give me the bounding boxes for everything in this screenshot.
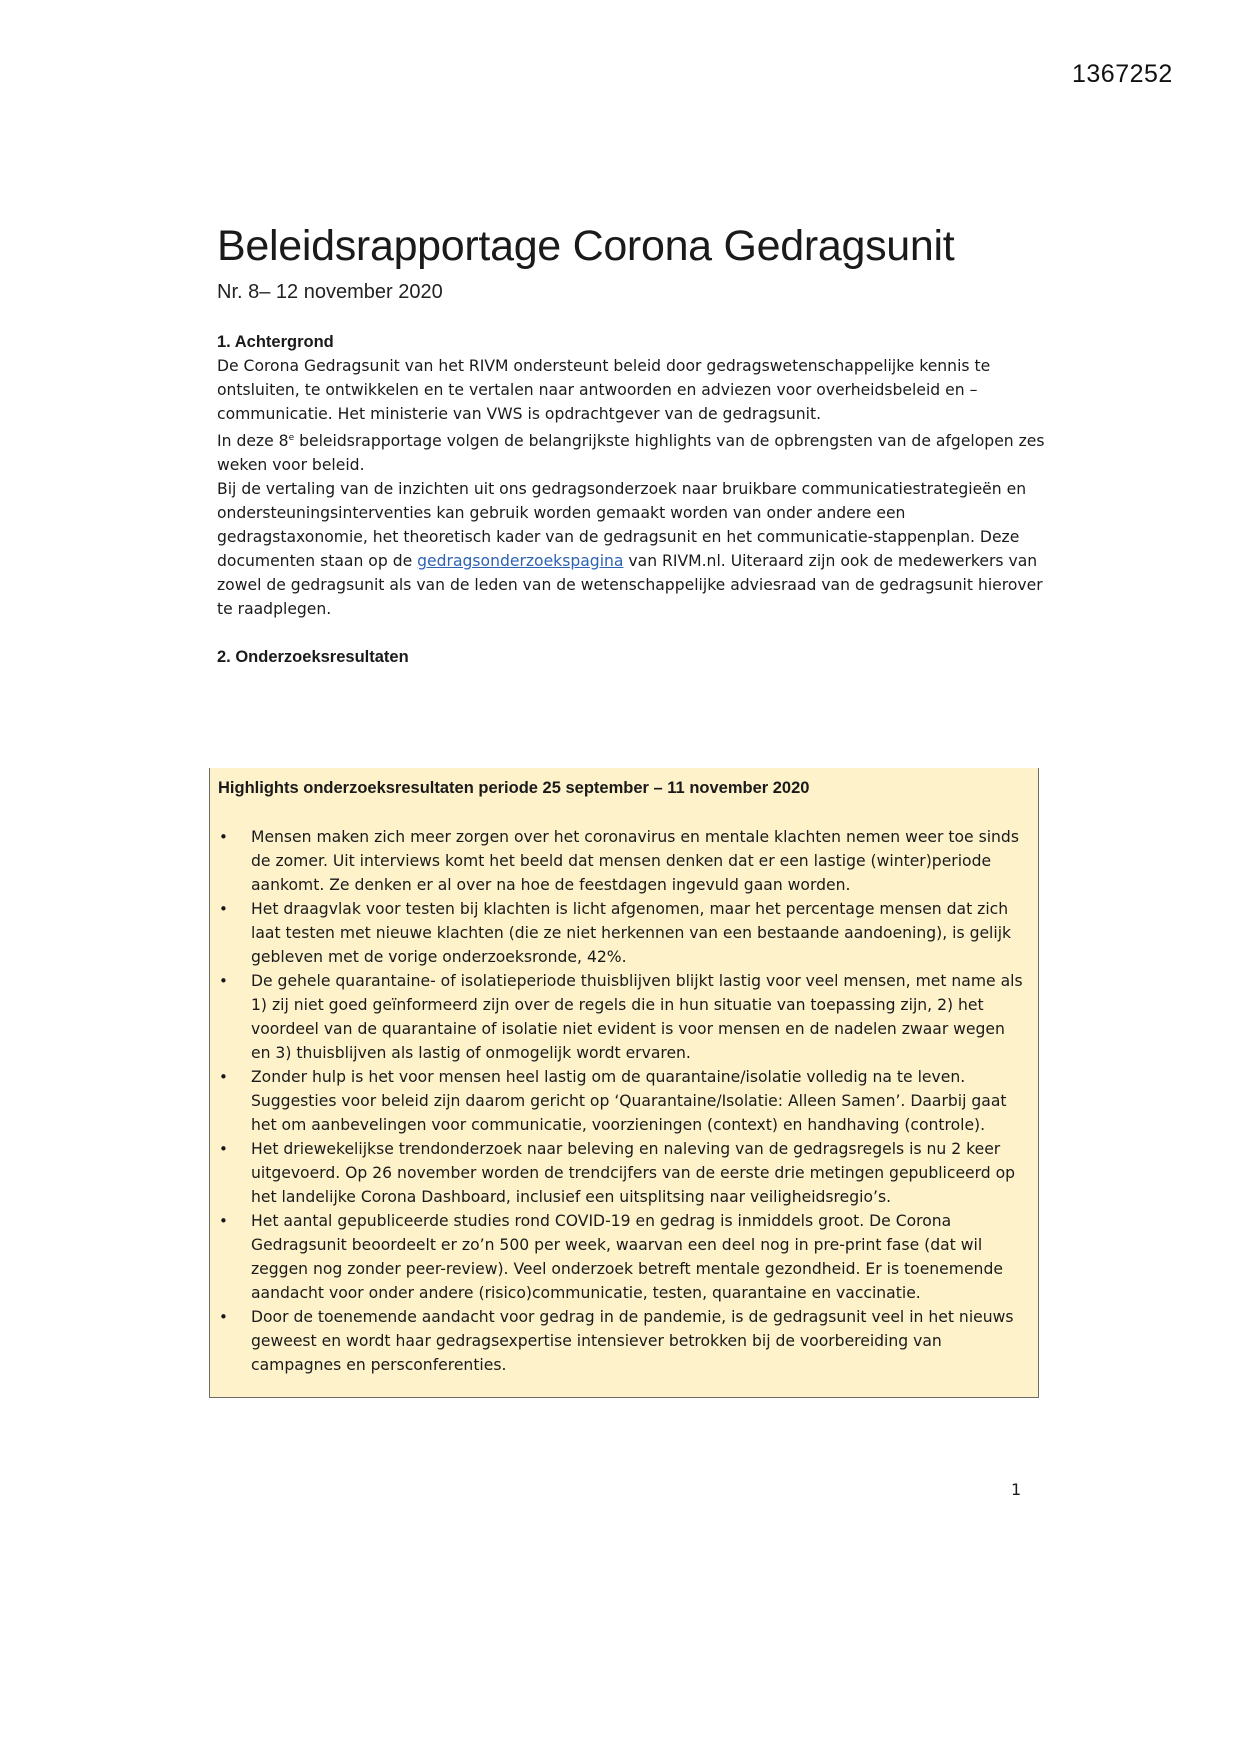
list-item [218, 969, 1028, 1065]
ordinal-superscript: e [288, 433, 295, 443]
list-item [218, 1209, 1028, 1305]
list-item-text: Het aantal gepubliceerde studies rond COVID-19 en gedrag is inmiddels groot. De Corona Gedragsunit beoordeelt er zo’n 500 per week, waarvan een deel nog in pre-print fase (dat wil zeggen nog zonder peer-review). Veel onderzoek betreft mentale gezondheid. Er is toenemende aandacht voor onder andere (risico)communicatie, testen, quarantaine en vaccinatie. [251, 1212, 1003, 1302]
list-item-text: Het driewekelijkse trendonderzoek naar beleving en naleving van de gedragsregels is nu 2 keer uitgevoerd. Op 26 november worden de trendcijfers van de eerste drie metingen gepubliceerd op het landelijke Corona Dashboard, inclusief een uitsplitsing naar veiligheidsregio’s. [251, 1140, 1016, 1206]
bullet-icon: • [219, 1308, 228, 1326]
paragraph-intro: De Corona Gedragsunit van het RIVM ondersteunt beleid door gedragswetenschappelijke kennis te ontsluiten, te ontwikkelen en te vertalen naar antwoorden en adviezen voor overheidsbeleid en –communicatie. Het ministerie van VWS is opdrachtgever van de gedragsunit. [217, 357, 991, 423]
section-heading-achtergrond: 1. Achtergrond [217, 333, 334, 351]
list-item-text: Het draagvlak voor testen bij klachten is licht afgenomen, maar het percentage mensen dat zich laat testen met nieuwe klachten (die ze niet herkennen van een bestaande aandoening), is gelijk gebleven met de vorige onderzoeksronde, 42%. [251, 900, 1012, 966]
page-title: Beleidsrapportage Corona Gedragsunit [217, 222, 955, 270]
paragraph-resources-end: van RIVM.nl. Uiteraard zijn ook de medewerkers van zowel de gedragsunit als van de leden van de wetenschappelijke adviesraad van de gedragsunit hierover te raadplegen. [217, 552, 1043, 618]
bullet-icon: • [219, 1212, 228, 1230]
highlights-title: Highlights onderzoeksresultaten periode 25 september – 11 november 2020 [218, 779, 810, 797]
paragraph-resources [217, 477, 1047, 621]
list-item-text: Door de toenemende aandacht voor gedrag in de pandemie, is de gedragsunit veel in het nieuws geweest en wordt haar gedragsexpertise intensiever betrokken bij de voorbereiding van campagnes en persconferenties. [251, 1308, 1014, 1374]
paragraph-resources-start: Bij de vertaling van de inzichten uit ons gedragsonderzoek naar bruikbare communicatiestrategieën en ondersteuningsinterventies kan gebruik worden gemaakt worden van onder andere een gedragstaxonomie, het theoretisch kader van de gedragsunit en het communicatie-stappenplan. Deze documenten staan op de [217, 480, 1027, 570]
highlights-box [209, 768, 1039, 1398]
report-number-date: Nr. 8– 12 november 2020 [217, 281, 443, 303]
paragraph-report-edition [217, 426, 1047, 477]
highlights-list [218, 825, 1028, 1377]
list-item [218, 1305, 1028, 1377]
bullet-icon: • [219, 900, 228, 918]
list-item [218, 825, 1028, 897]
list-item-text: Zonder hulp is het voor mensen heel lastig om de quarantaine/isolatie volledig na te leven. Suggesties voor beleid zijn daarom gericht op ‘Quarantaine/Isolatie: Alleen Samen’. Daarbij gaat het om aanbevelingen voor communicatie, voorzieningen (context) en handhaving (controle). [251, 1068, 1007, 1134]
bullet-icon: • [219, 1140, 228, 1158]
bullet-icon: • [219, 972, 228, 990]
gedragsonderzoekspagina-link[interactable]: gedragsonderzoekspagina [417, 552, 624, 570]
bullet-icon: • [219, 828, 228, 846]
list-item-text: Mensen maken zich meer zorgen over het coronavirus en mentale klachten nemen weer toe sinds de zomer. Uit interviews komt het beeld dat mensen denken dat er een lastige (winter)periode aankomt. Ze denken er al over na hoe de feestdagen ingevuld gaan worden. [251, 828, 1019, 894]
list-item [218, 1065, 1028, 1137]
paragraph-report-edition-start: In deze 8 [217, 432, 289, 450]
bullet-icon: • [219, 1068, 228, 1086]
page-number: 1 [1011, 1480, 1022, 1499]
list-item-text: De gehele quarantaine- of isolatieperiode thuisblijven blijkt lastig voor veel mensen, met name als 1) zij niet goed geïnformeerd zijn over de regels die in hun situatie van toepassing zijn, 2) het voordeel van de quarantaine of isolatie niet evident is voor mensen en de nadelen zwaar wegen en 3) thuisblijven als lastig of onmogelijk wordt ervaren. [251, 972, 1023, 1062]
list-item [218, 897, 1028, 969]
paragraph-report-edition-end: beleidsrapportage volgen de belangrijkste highlights van de opbrengsten van de afgelopen zes weken voor beleid. [217, 432, 1045, 474]
document-body [217, 218, 1047, 669]
section-heading-onderzoeksresultaten: 2. Onderzoeksresultaten [217, 648, 409, 666]
list-item [218, 1137, 1028, 1209]
document-id: 1367252 [1072, 60, 1173, 88]
